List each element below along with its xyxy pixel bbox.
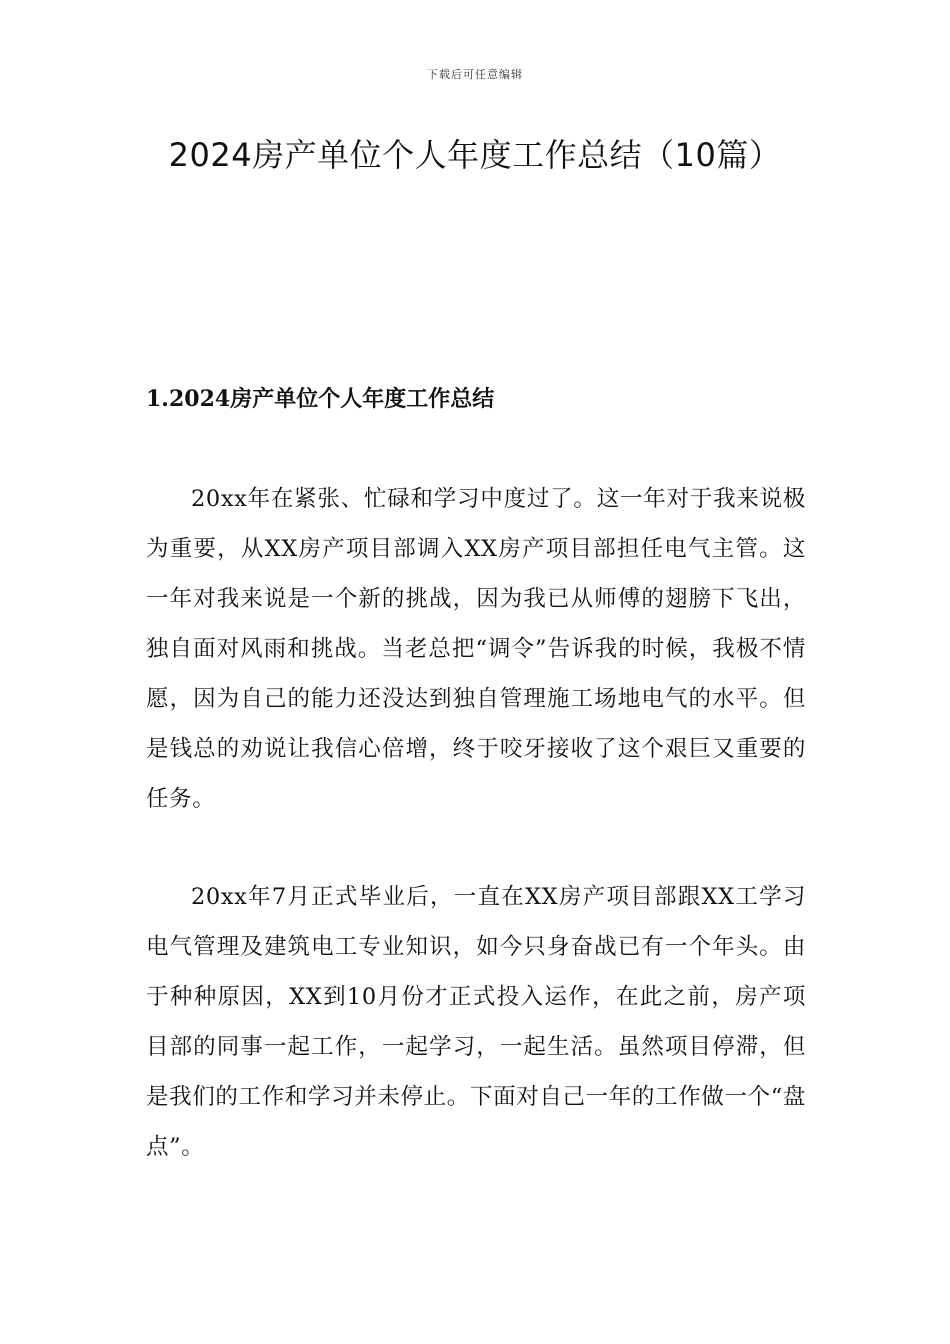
paragraph-2: 20xx年7月正式毕业后，一直在XX房产项目部跟XX工学习电气管理及建筑电工专业知识，如今只身奋战已有一个年头。由于种种原因，XX到10月份才正式投入运作，在此之前，房产项目部的同事一起工作，一起学习，一起生活。虽然项目停滞，但是我们的工作和学习并未停止。下面对自己一年的工作做一个“盘点”。 bbox=[146, 884, 806, 1160]
section-heading: 1.2024房产单位个人年度工作总结 bbox=[146, 386, 495, 412]
paragraph-1: 20xx年在紧张、忙碌和学习中度过了。这一年对于我来说极为重要，从XX房产项目部调入XX房产项目部担任电气主管。这一年对我来说是一个新的挑战，因为我已从师傅的翅膀下飞出，独自面对风雨和挑战。当老总把“调令”告诉我的时候，我极不情愿，因为自己的能力还没达到独自管理施工场地电气的水平。但是钱总的劝说让我信心倍增，终于咬牙接收了这个艰巨又重要的任务。 bbox=[146, 486, 806, 812]
document-title: 2024房产单位个人年度工作总结（10篇） bbox=[168, 136, 782, 174]
header-note: 下载后可任意编辑 bbox=[427, 68, 523, 81]
